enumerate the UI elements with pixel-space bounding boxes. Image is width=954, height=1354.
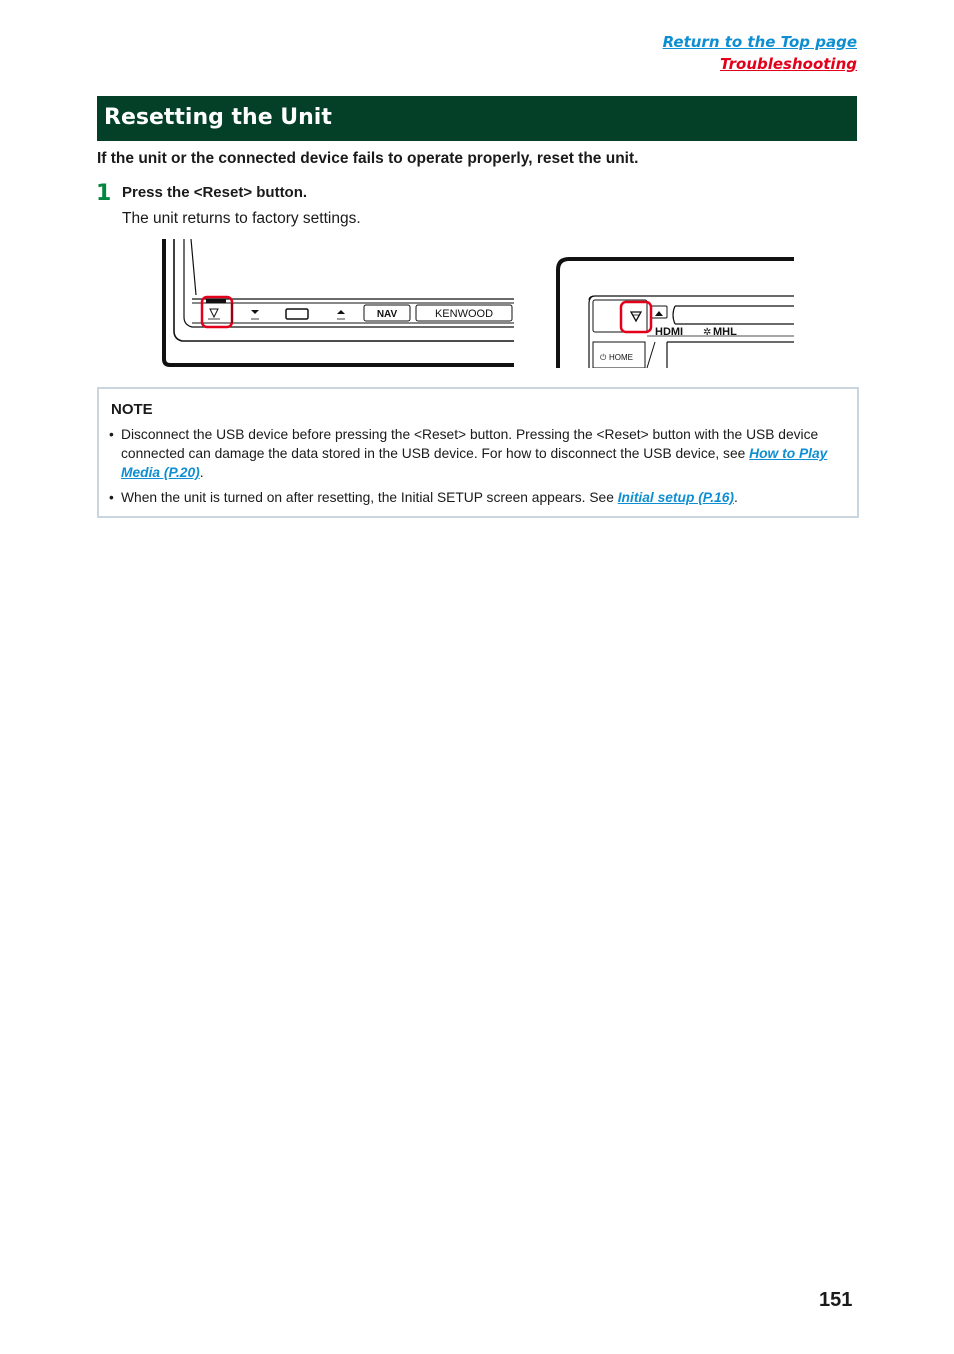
mhl-label: MHL [713, 326, 737, 338]
note-list [109, 425, 845, 513]
top-navigation [663, 31, 857, 75]
device-illustration-right [555, 256, 795, 368]
step-number: 1 [96, 181, 112, 206]
troubleshooting-link[interactable]: Troubleshooting [720, 55, 857, 73]
hdmi-label: HDMI [655, 326, 684, 338]
eject-icon [655, 311, 663, 316]
bullet: • [109, 490, 114, 505]
device-illustration-left [160, 237, 516, 369]
note-text: Disconnect the USB device before pressing the <Reset> button. Pressing the <Reset> button with the USB device connected can damage the data stored in the USB device. For how to disconnect the USB device, see [121, 427, 819, 461]
bullet: • [109, 427, 114, 442]
note-title: NOTE [111, 401, 153, 418]
down-arrow-icon [251, 310, 259, 314]
how-to-play-media-link[interactable]: How to Play Media (P.20) [121, 446, 828, 480]
initial-setup-link[interactable]: Initial setup (P.16) [617, 490, 735, 505]
home-button-label: HOME [609, 353, 633, 362]
section-header [97, 96, 857, 141]
return-to-top-link[interactable]: Return to the Top page [662, 33, 857, 51]
note-item [109, 488, 845, 507]
step-result: The unit returns to factory settings. [122, 210, 361, 227]
brand-logo-label: KENWOOD [434, 308, 494, 320]
step-instruction: Press the <Reset> button. [122, 184, 308, 201]
note-text: When the unit is turned on after resetting, the Initial SETUP screen appears. See [121, 490, 618, 505]
page-number: 151 [819, 1289, 853, 1311]
reset-button-icon-right [631, 312, 641, 321]
section-title: Resetting the Unit [104, 105, 332, 130]
mhl-star-icon: ✲ [703, 327, 712, 338]
note-item [109, 425, 845, 482]
note-period: . [199, 465, 204, 480]
screen-button-icon [286, 309, 308, 319]
reset-button-icon [208, 309, 220, 319]
intro-text: If the unit or the connected device fails to operate properly, reset the unit. [97, 150, 639, 167]
note-box [97, 387, 859, 518]
up-arrow-icon [337, 310, 345, 314]
nav-button-label: NAV [376, 309, 398, 320]
power-icon: ⏻ [600, 353, 607, 362]
note-period: . [734, 490, 738, 505]
